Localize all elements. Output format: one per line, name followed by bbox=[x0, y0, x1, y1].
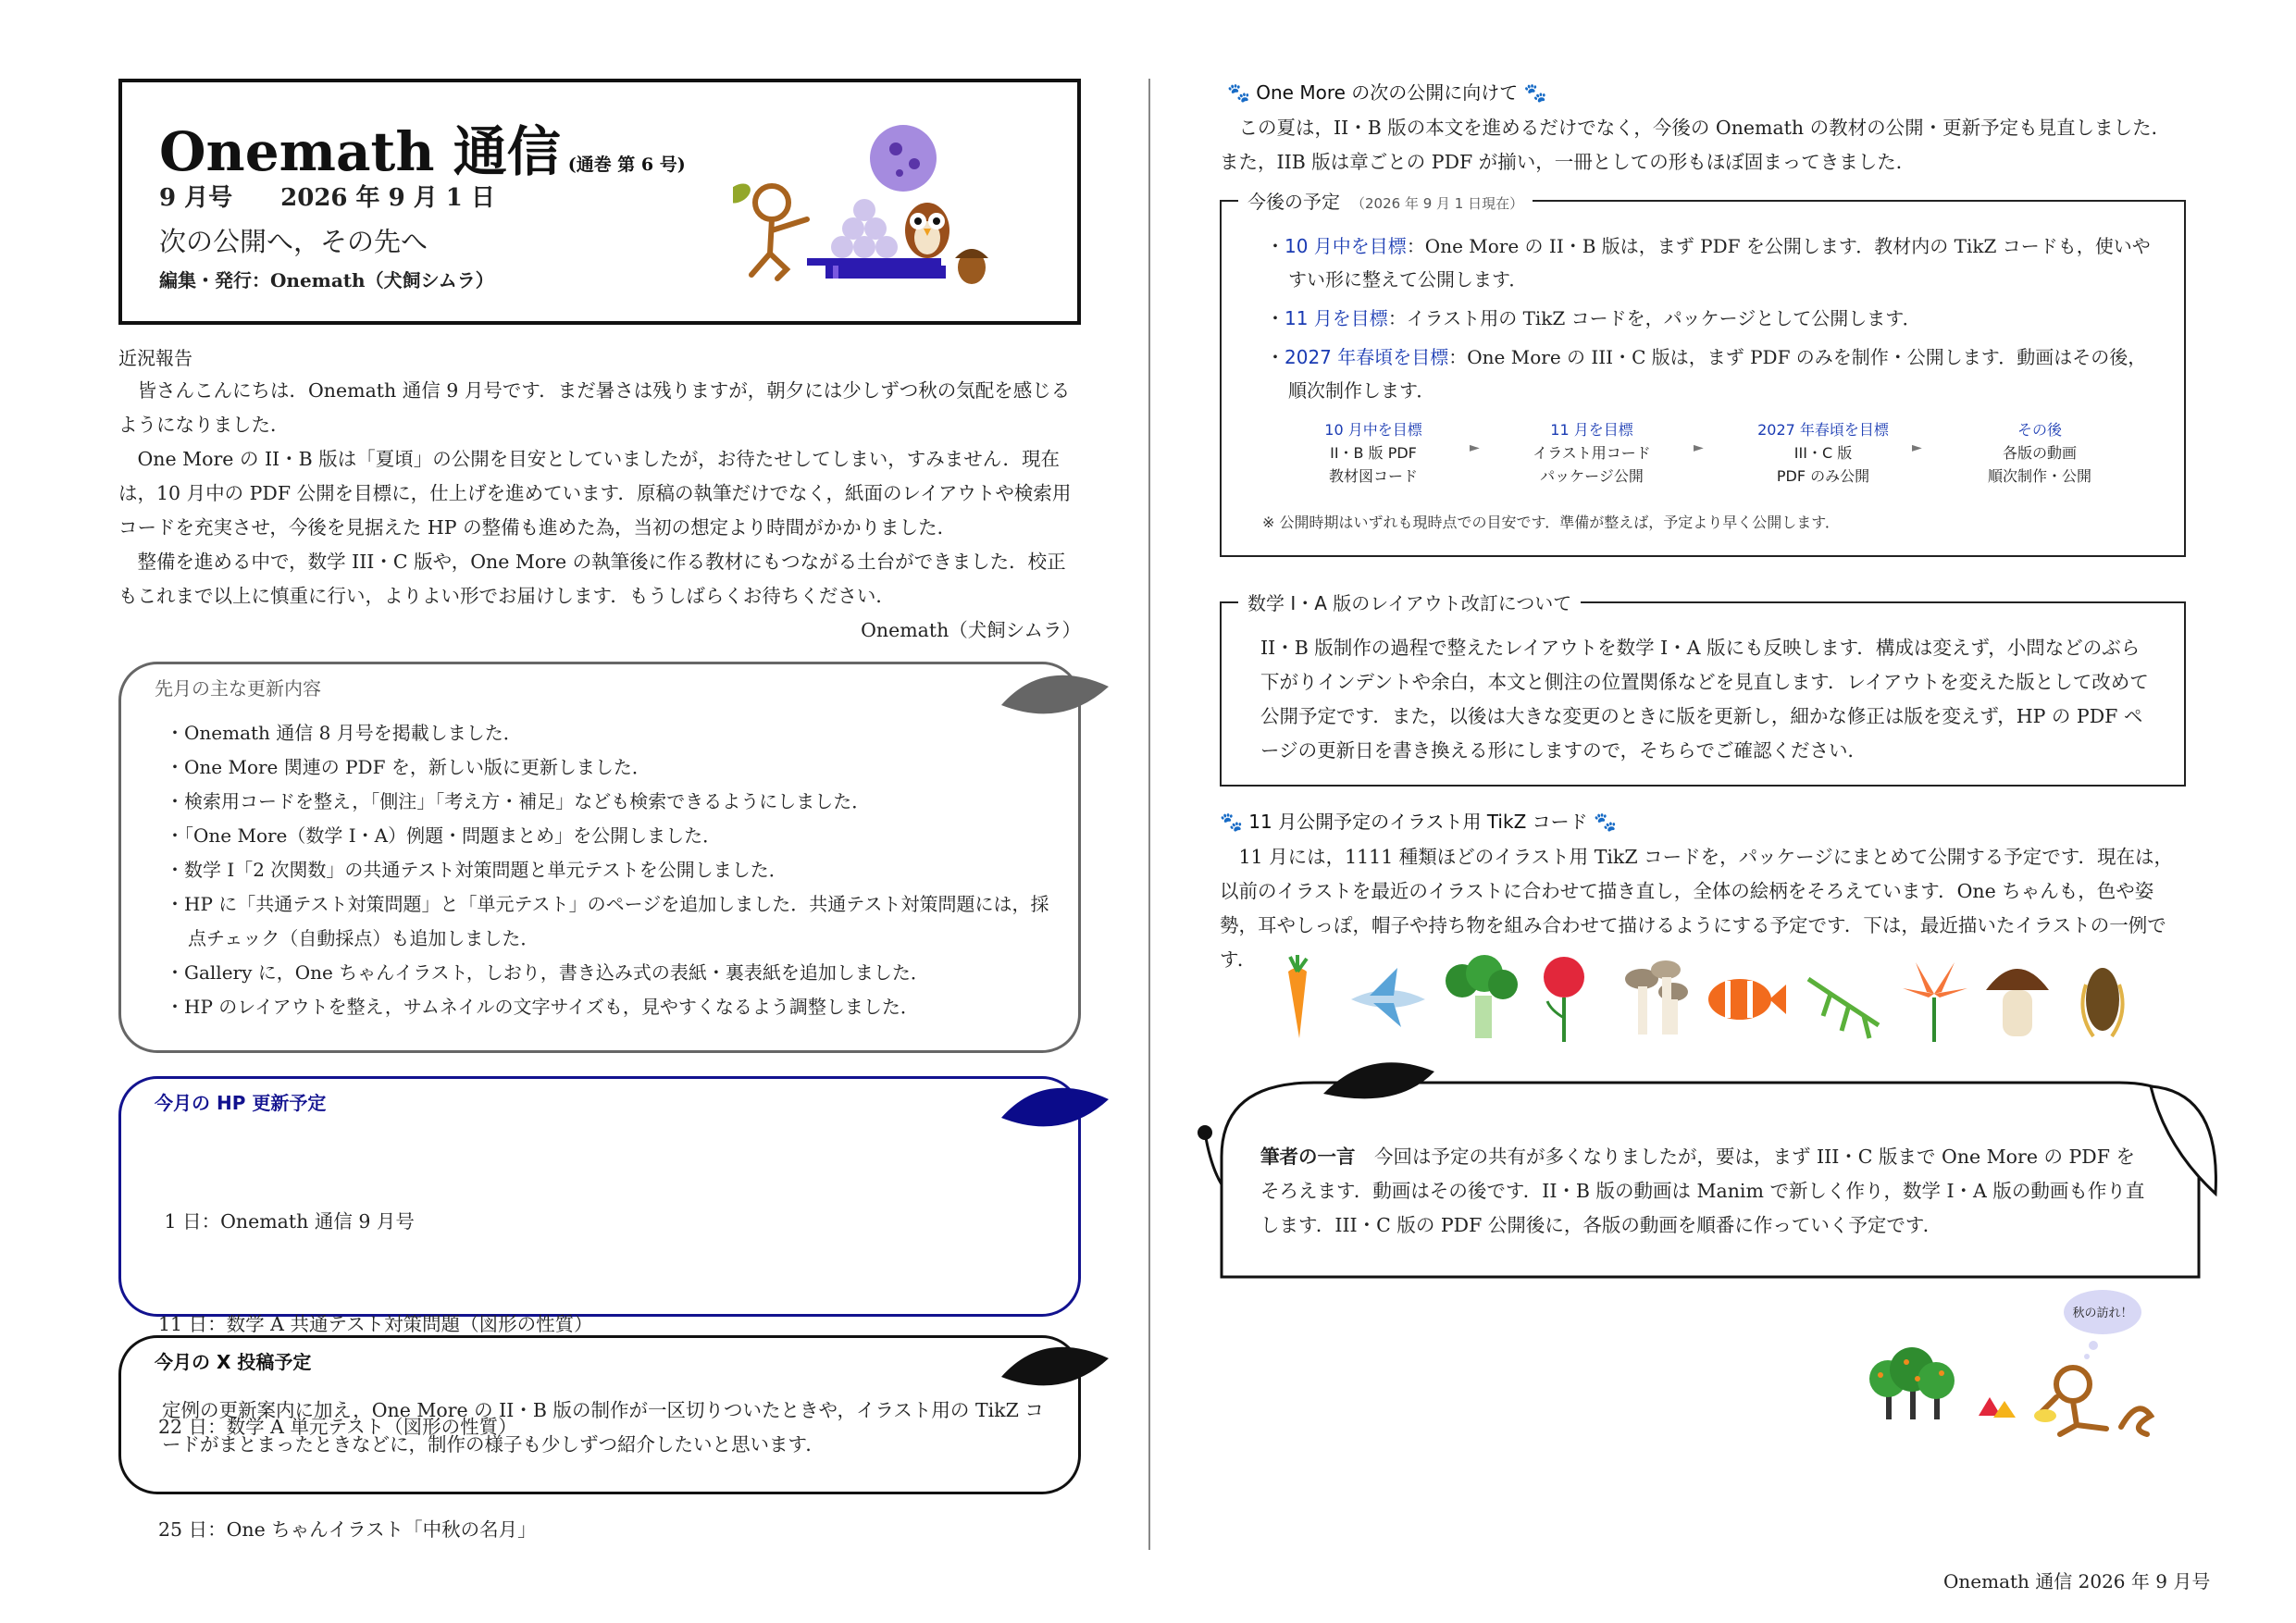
clownfish-icon bbox=[1708, 979, 1786, 1020]
layout-revision-body: II・B 版制作の過程で整えたレイアウトを数学 I・A 版にも反映します．構成は変えず，小問などのぶら下がりインデントや余白，本文と側注の位置関係などを見直します．レイアウトを変えた版として改めて公開予定です．また，以後は大きな変更のときに版を更新し，細かな修正は版を変えず，HP の PDF ページの更新日を書き換える形にしますので，そちらでご確認ください． bbox=[1260, 637, 2149, 762]
carrot-icon bbox=[1288, 955, 1307, 1038]
timeline-step: 2027 年春頃を目標 III・C 版 PDF のみ公開 bbox=[1757, 421, 1889, 485]
one-chan-icon bbox=[751, 186, 807, 279]
tagline: 次の公開へ，その先へ bbox=[159, 226, 428, 257]
column-divider bbox=[1148, 79, 1150, 1550]
timeline-arrow: ► bbox=[1470, 440, 1480, 455]
list-item: ・ HP に「共通テスト対策問題」と「単元テスト」のページを追加しました．共通テスト対策問題には，採点チェック（自動採点）も追加しました． bbox=[166, 887, 1054, 956]
newsletter-title: Onemath 通信 (通巻 第 6 号) bbox=[159, 120, 686, 183]
news-paragraph: 整備を進める中で，数学 III・C 版や，One More の執筆後に作る教材にもつながる土台ができました．校正もこれまで以上に慎重に行い，よりよい形でお届けします．もうしばらくお待ちください． bbox=[118, 551, 1066, 607]
mushrooms-icon bbox=[1625, 960, 1688, 1035]
leaf-icon bbox=[733, 180, 754, 207]
x-plan-title: 今月の X 投稿予定 bbox=[155, 1351, 312, 1373]
schedule-title: 今後の予定 （2026 年 9 月 1 日現在） bbox=[1238, 187, 1533, 214]
schedule-footnote: ※ 公開時期はいずれも現時点での目安です．準備が整えば，予定より早く公開します． bbox=[1262, 514, 1840, 531]
lily-icon bbox=[1903, 962, 1967, 1042]
leaf-icon bbox=[998, 664, 1112, 716]
last-month-title: 先月の主な更新内容 bbox=[155, 677, 321, 700]
carnation-icon bbox=[1544, 957, 1584, 1042]
footer: Onemath 通信 2026 年 9 月号 bbox=[1943, 1570, 2211, 1592]
list-item: ・ 数学 I「2 次関数」の共通テスト対策問題と単元テストを公開しました． bbox=[166, 853, 1054, 887]
timeline-step: 10 月中を目標 II・B 版 PDF 教材図コード bbox=[1324, 421, 1422, 485]
list-item: ・ 10 月中を目標：One More の II・B 版は，まず PDF を公開します．教材内の TikZ コードも，使いやすい形に整えて公開します． bbox=[1266, 229, 2154, 296]
masthead bbox=[118, 79, 1081, 325]
timeline-step: その後 各版の動画 順次制作・公開 bbox=[1987, 421, 2091, 485]
last-month-box bbox=[118, 662, 1081, 1053]
illustration-row bbox=[1259, 953, 2184, 1046]
list-item: ・ One More 関連の PDF を，新しい版に更新しました． bbox=[166, 750, 1054, 785]
news-paragraph: One More の II・B 版は「夏頃」の公開を目安としていましたが，お待たせしてしまい，すみません．現在は，10 月中の PDF 公開を目標に，仕上げを進めています．原稿の執筆だけでなく，紙面のレイアウトや検索用コードを充実させ，今後を見据えた HP の整備も進めた為，当初の想定より時間がかかりました． bbox=[118, 448, 1072, 539]
list-item: 25 日：One ちゃんイラスト「中秋の名月」 bbox=[158, 1518, 537, 1541]
flying-fish-icon bbox=[1351, 968, 1425, 1027]
author-note-body: 今回は予定の共有が多くなりましたが，要は，まず III・C 版まで One More の PDF をそろえます．動画はその後です．II・B 版の動画は Manim で新しく作り，数学 I・A 版の動画も作り直します．III・C 版の PDF 公開後に，各版の動画を順番に作っていく予定です． bbox=[1260, 1146, 2145, 1236]
timeline-arrow: ► bbox=[1694, 440, 1704, 455]
autumn-leaves-icon bbox=[1979, 1397, 2016, 1418]
author-note-label: 筆者の一言 bbox=[1260, 1146, 1356, 1168]
paw-icon: 🐾 bbox=[1227, 81, 1250, 104]
thought-bubble-text: 秋の訪れ！ bbox=[2072, 1307, 2133, 1320]
x-plan-box bbox=[118, 1335, 1081, 1494]
list-item: ・ 11 月を目標：イラスト用の TikZ コードを，パッケージとして公開します． bbox=[1266, 302, 2154, 335]
mantis-icon bbox=[1808, 979, 1879, 1038]
list-item: ・ 2027 年春頃を目標：One More の III・C 版は，まず PDF のみを制作・公開します．動画はその後，順次制作します． bbox=[1266, 341, 2154, 407]
last-month-list bbox=[166, 716, 1054, 1024]
leaf-icon bbox=[998, 1077, 1112, 1129]
porcini-icon bbox=[1986, 969, 2049, 1036]
news-paragraph: 皆さんこんにちは．Onemath 通信 9 月号です．まだ暑さは残りますが，朝夕には少しずつ秋の気配を感じるようになりました． bbox=[118, 379, 1071, 436]
broccoli-icon bbox=[1446, 955, 1518, 1038]
paw-icon: 🐾 bbox=[1523, 81, 1547, 104]
list-item: ・ Onemath 通信 8 月号を掲載しました． bbox=[166, 716, 1054, 750]
next-release-heading: 🐾 One More の次の公開に向けて 🐾 bbox=[1227, 81, 1547, 104]
owl-icon bbox=[905, 203, 949, 258]
next-release-body: この夏は，II・B 版の本文を進めるだけでなく，今後の Onemath の教材の公開・更新予定も見直しました．また，IIB 版は章ごとの PDF が揃い，一冊としての形もほぼ固まってきました． bbox=[1220, 117, 2171, 173]
list-item: ・ Gallery に，One ちゃんイラスト，しおり，書き込み式の表紙・裏表紙を追加しました． bbox=[166, 956, 1054, 990]
schedule-list bbox=[1266, 229, 2154, 407]
list-item: ・ 検索用コードを整え，「側注」「考え方・補足」なども検索できるようにしました． bbox=[166, 785, 1054, 819]
paw-icon: 🐾 bbox=[1220, 811, 1243, 833]
moon-icon bbox=[870, 125, 937, 192]
autumn-illustration bbox=[1851, 1277, 2203, 1453]
list-item: 11 日：数学 A 共通テスト対策問題（図形の性質） bbox=[158, 1313, 593, 1335]
timeline-step: 11 月を目標 イラスト用コード パッケージ公開 bbox=[1533, 421, 1651, 485]
news-heading: 近況報告 bbox=[118, 347, 192, 369]
illustrations-heading: 🐾 11 月公開予定のイラスト用 TikZ コード 🐾 bbox=[1220, 811, 1617, 833]
list-item: 1 日：Onemath 通信 9 月号 bbox=[158, 1210, 415, 1233]
layout-revision-title: 数学 I・A 版のレイアウト改訂について bbox=[1238, 588, 1581, 615]
list-item: ・ HP のレイアウトを整え，サムネイルの文字サイズも，見やすくなるよう調整しました． bbox=[166, 990, 1054, 1024]
hp-plan-title: 今月の HP 更新予定 bbox=[155, 1092, 327, 1114]
editor-line: 編集・発行：Onemath（犬飼シムラ） bbox=[159, 269, 494, 291]
author-note bbox=[1260, 1140, 2149, 1243]
moon-viewing-illustration bbox=[733, 119, 1011, 323]
volume-number: (通巻 第 6 号) bbox=[567, 155, 686, 175]
dango-icon bbox=[831, 199, 898, 258]
signature: Onemath（犬飼シムラ） bbox=[861, 619, 1081, 641]
layout-revision-box bbox=[1220, 592, 2186, 787]
timeline-arrow: ► bbox=[1912, 440, 1922, 455]
acorn-icon bbox=[955, 249, 988, 284]
leaf-icon bbox=[998, 1336, 1112, 1388]
trees-icon bbox=[1869, 1347, 1955, 1419]
news-section bbox=[118, 374, 1081, 648]
cicada-icon bbox=[2082, 968, 2122, 1036]
one-chan-icon bbox=[2042, 1368, 2151, 1434]
issue-date: 9 月号 2026 年 9 月 1 日 bbox=[159, 184, 495, 212]
schedule-box bbox=[1220, 191, 2186, 557]
list-item: ・ 「One More（数学 I・A）例題・問題まとめ」を公開しました． bbox=[166, 819, 1054, 853]
illustrations-body: 11 月には，1111 種類ほどのイラスト用 TikZ コードを，パッケージにまとめて公開する予定です．現在は，以前のイラストを最近のイラストに合わせて描き直し，全体の絵柄をそろえています．One ちゃんも，色や姿勢，耳やしっぽ，帽子や持ち物を組み合わせて描けるようにする予定です．下は，最近描いたイラストの一例です． bbox=[1220, 846, 2174, 971]
list-item: 22 日：数学 A 単元テスト（図形の性質） bbox=[158, 1416, 517, 1438]
x-plan-body: 定例の更新案内に加え，One More の II・B 版の制作が一区切りついたときや，イラスト用の TikZ コードがまとまったときなどに，制作の様子も少しずつ紹介したいと思います． bbox=[162, 1399, 1044, 1456]
paw-icon: 🐾 bbox=[1594, 811, 1617, 833]
